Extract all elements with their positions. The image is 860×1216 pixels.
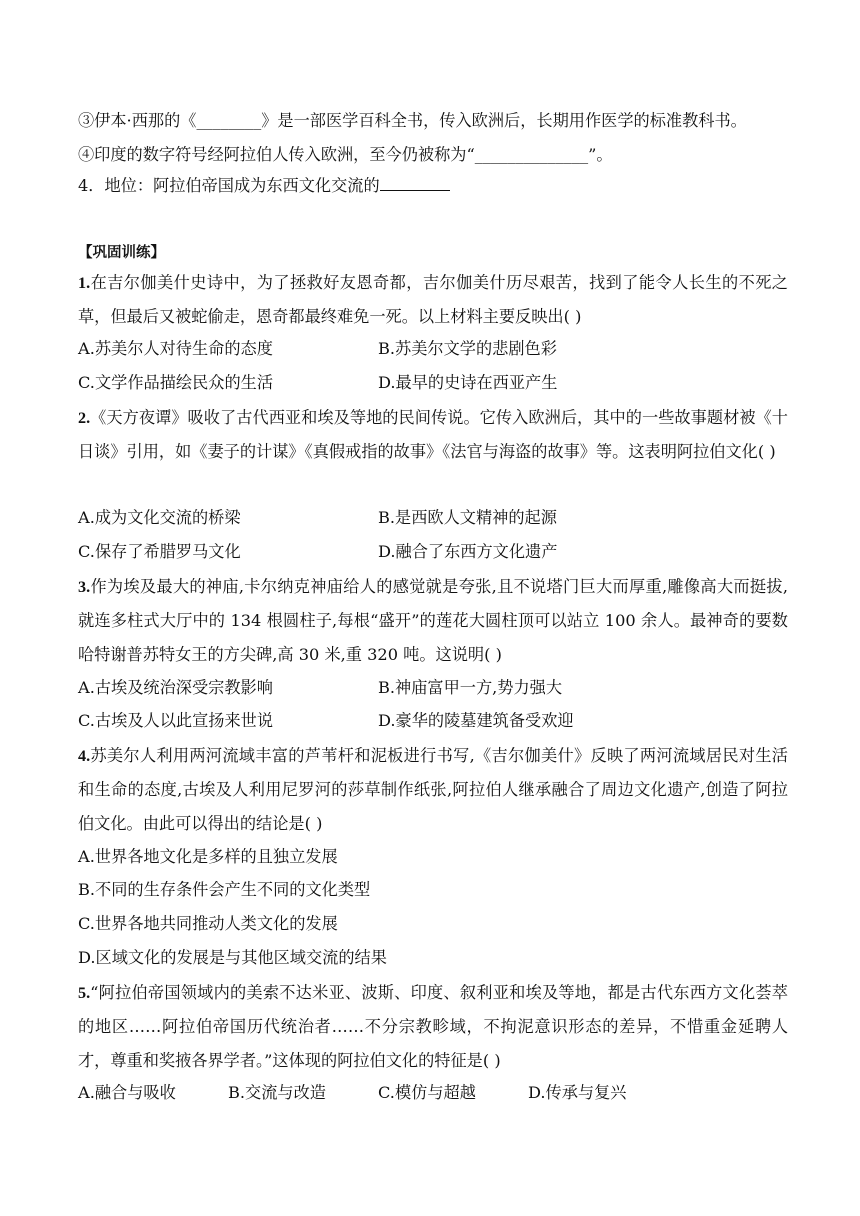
question-4-stem (78, 739, 788, 841)
intro-item-3: ③伊本·西那的《________》是一部医学百科全书，传入欧洲后，长期用作医学的标准教科书。 (78, 111, 747, 130)
option-b: B.是西欧人文精神的起源 (378, 508, 557, 527)
question-text: 苏美尔人利用两河流域丰富的芦苇杆和泥板进行书写,《吉尔伽美什》反映了两河流域居民对生活和生命的态度,古埃及人利用尼罗河的莎草制作纸张,阿拉伯人继承融合了周边文化遗产,创造了阿拉伯文化。由此可以得出的结论是( ) (78, 746, 788, 833)
position-label: 4．地位：阿拉伯帝国成为东西文化交流的 (78, 176, 380, 195)
question-number: 4. (78, 747, 91, 765)
question-2-stem (78, 401, 788, 469)
option-a: A.世界各地文化是多样的且独立发展 (78, 847, 338, 866)
option-d: D.传承与复兴 (528, 1083, 627, 1102)
option-c: C.古埃及人以此宣扬来世说 (78, 711, 274, 730)
question-text: “阿拉伯帝国领域内的美索不达米亚、波斯、印度、叙利亚和埃及等地，都是古代东西方文化荟萃的地区……阿拉伯帝国历代统治者……不分宗教畛域，不拘泥意识形态的差异，不惜重金延聘人才，尊重和奖掖各界学者。”这体现的阿拉伯文化的特征是( ) (78, 983, 788, 1070)
option-d: D.豪华的陵墓建筑备受欢迎 (378, 711, 574, 730)
option-d: D.区域文化的发展是与其他区域交流的结果 (78, 948, 387, 967)
option-a: A.成为文化交流的桥梁 (78, 508, 241, 527)
question-number: 2. (78, 409, 91, 427)
option-a: A.苏美尔人对待生命的态度 (78, 339, 273, 358)
option-b: B.不同的生存条件会产生不同的文化类型 (78, 880, 371, 899)
option-c: C.保存了希腊罗马文化 (78, 542, 241, 561)
fill-blank (380, 174, 450, 191)
intro-item-position (78, 174, 450, 197)
question-number: 5. (78, 984, 91, 1002)
question-text: 作为埃及最大的神庙,卡尔纳克神庙给人的感觉就是夸张,且不说塔门巨大而厚重,雕像高大而挺拔,就连多柱式大厅中的 134 根圆柱子,每根“盛开”的莲花大圆柱顶可以站立 100 余人。最神奇的要数哈特谢普苏特女王的方尖碑,高 30 米,重 320 吨。这说明( ) (78, 577, 788, 664)
question-text: 在吉尔伽美什史诗中，为了拯救好友恩奇都，吉尔伽美什历尽艰苦，找到了能令人长生的不死之草，但最后又被蛇偷走，恩奇都最终难免一死。以上材料主要反映出( ) (78, 273, 788, 326)
intro-item-4: ④印度的数字符号经阿拉伯人传入欧洲，至今仍被称为“______________”。 (78, 145, 613, 164)
question-number: 3. (78, 578, 91, 596)
option-a: A.融合与吸收 (78, 1083, 176, 1102)
option-c: C.文学作品描绘民众的生活 (78, 373, 274, 392)
option-b: B.交流与改造 (228, 1083, 326, 1102)
question-number: 1. (78, 274, 91, 292)
option-d: D.融合了东西方文化遗产 (378, 542, 558, 561)
question-3-stem (78, 570, 788, 672)
option-b: B.苏美尔文学的悲剧色彩 (378, 339, 557, 358)
option-c: C.模仿与超越 (378, 1083, 476, 1102)
question-text: 《天方夜谭》吸收了古代西亚和埃及等地的民间传说。它传入欧洲后，其中的一些故事题材被《十日谈》引用，如《妻子的计谋》《真假戒指的故事》《法官与海盗的故事》等。这表明阿拉伯文化( ) (78, 408, 788, 461)
option-b: B.神庙富甲一方,势力强大 (378, 678, 563, 697)
section-heading: 【巩固训练】 (78, 244, 165, 261)
question-1-stem (78, 266, 788, 334)
option-a: A.古埃及统治深受宗教影响 (78, 678, 273, 697)
option-c: C.世界各地共同推动人类文化的发展 (78, 914, 338, 933)
question-5-stem (78, 976, 788, 1078)
option-d: D.最早的史诗在西亚产生 (378, 373, 558, 392)
